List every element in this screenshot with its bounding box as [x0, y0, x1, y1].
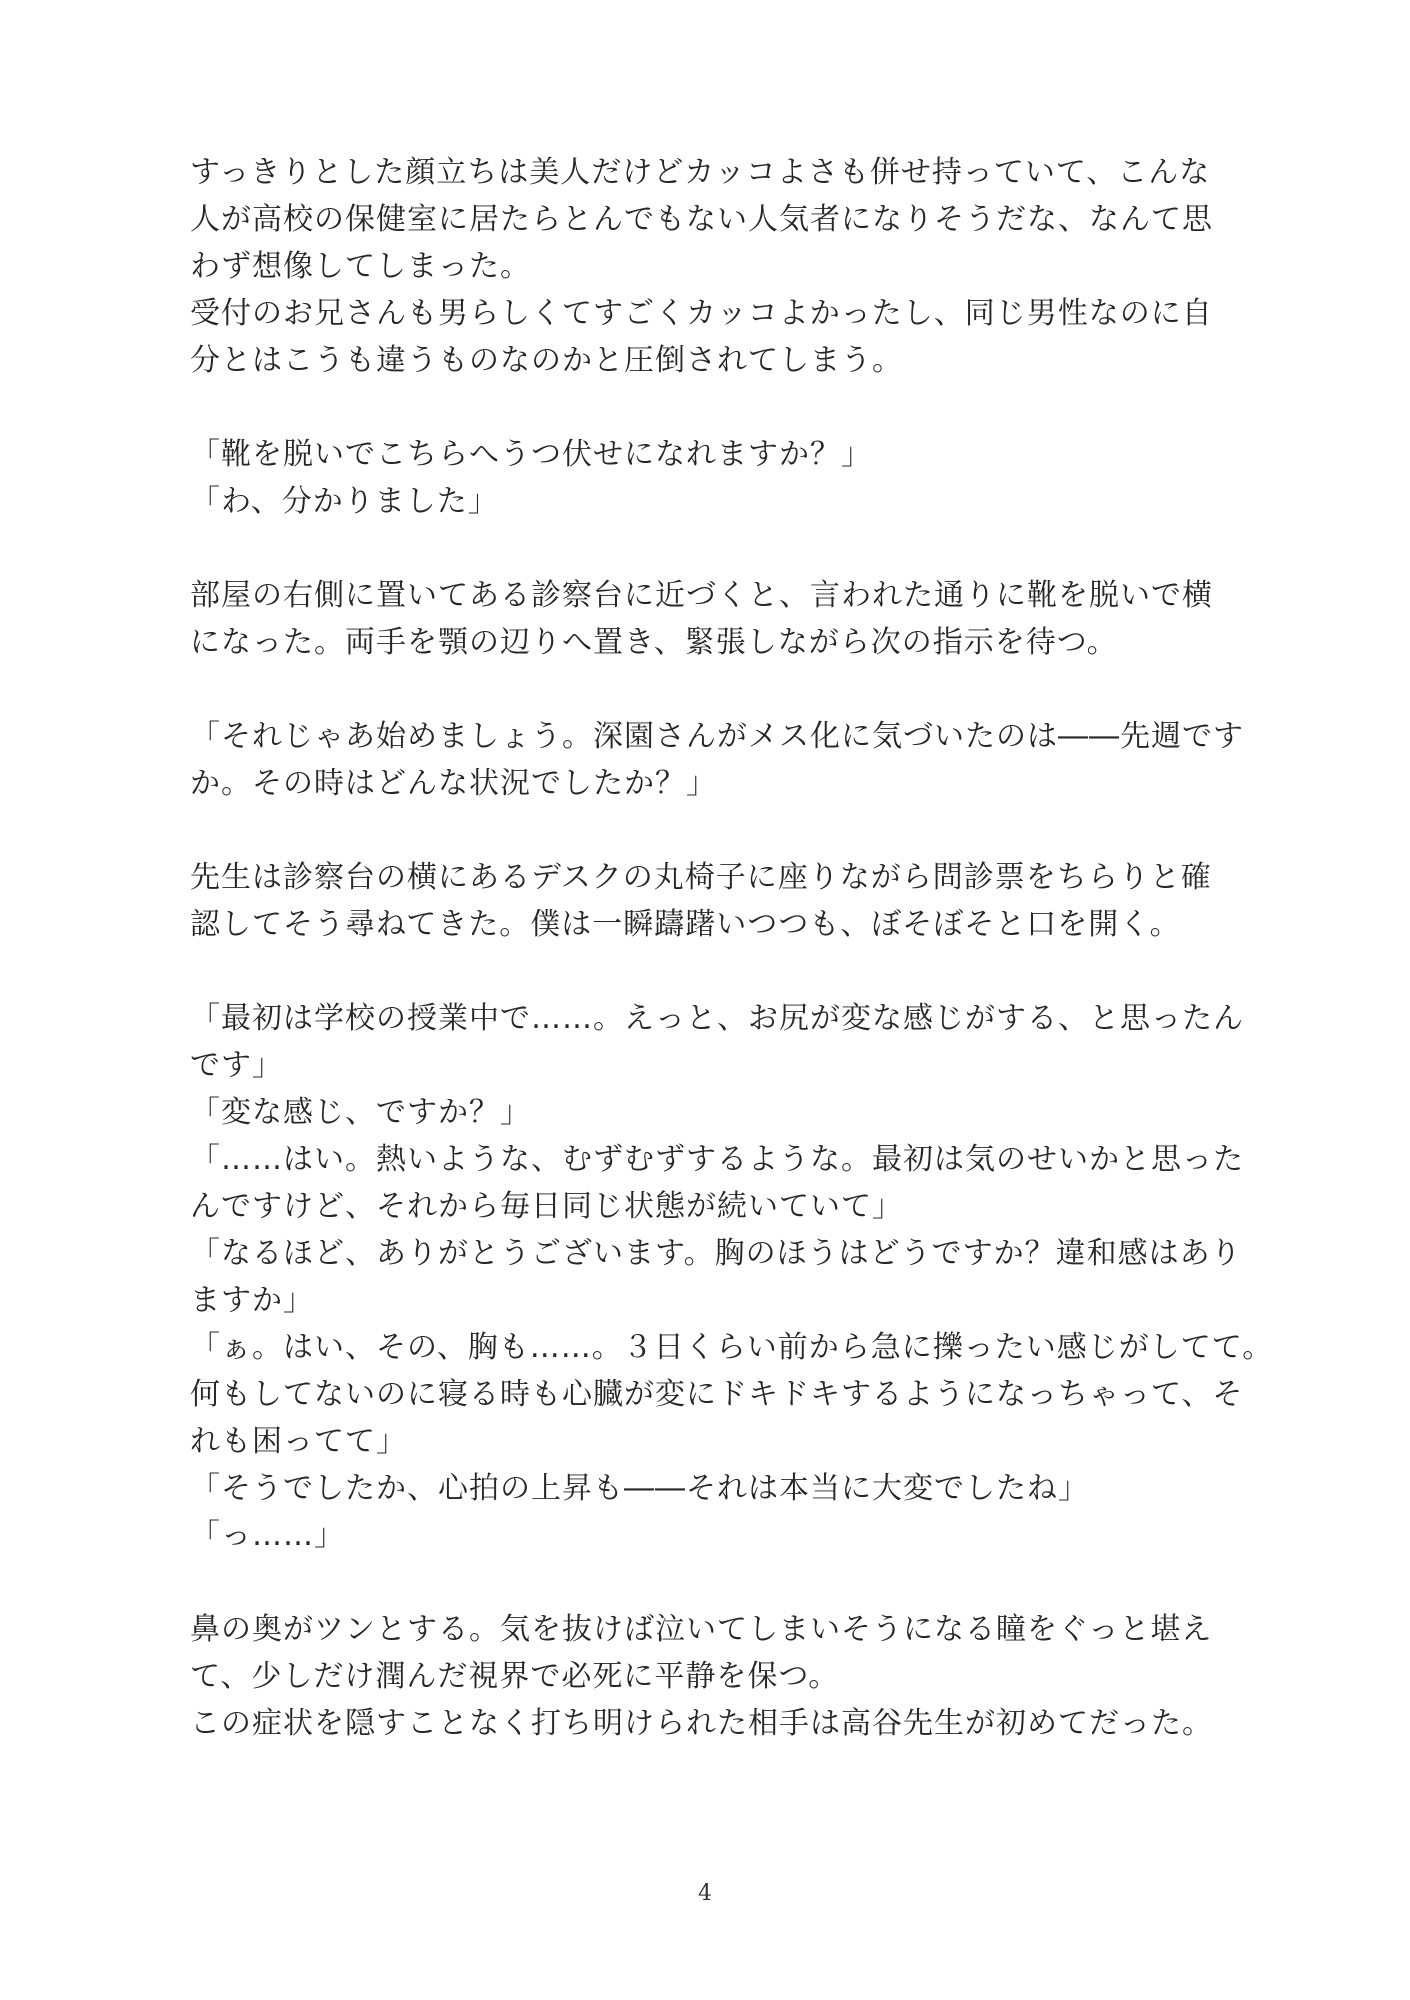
text-line: 「それじゃあ始めましょう。深園さんがメス化に気づいたのは――先週です: [190, 719, 1244, 754]
paragraph-gap: [190, 1559, 1230, 1606]
text-line: て、少しだけ潤んだ視界で必死に平静を保つ。: [190, 1659, 840, 1694]
text-line: 先生は診察台の横にあるデスクの丸椅子に座りながら問診票をちらりと確: [190, 860, 1212, 895]
paragraph: [190, 1606, 1230, 1747]
text-line: か。その時はどんな状況でしたか？」: [190, 766, 717, 801]
text-line: 「……はい。熱いような、むずむずするような。最初は気のせいかと思った: [190, 1142, 1244, 1177]
text-line: 人が高校の保健室に居たらとんでもない人気者になりそうだな、なんて思: [190, 202, 1213, 237]
text-line: 「っ……」: [190, 1518, 345, 1553]
body-text: [190, 149, 1274, 1747]
text-line: 「そうでしたか、心拍の上昇も――それは本当に大変でしたね」: [190, 1471, 1089, 1506]
page-number: 4: [698, 1881, 712, 1906]
paragraph: [190, 713, 1244, 807]
text-line: 何もしてないのに寝る時も心臓が変にドキドキするようになっちゃって、そ: [190, 1377, 1244, 1412]
text-line: 「変な感じ、ですか？」: [190, 1095, 531, 1130]
text-line: 分とはこうも違うものなのかと圧倒されてしまう。: [190, 343, 903, 378]
text-line: わず想像してしまった。: [190, 249, 531, 284]
text-line: 「なるほど、ありがとうございます。胸のほうはどうですか？違和感はあり: [190, 1236, 1242, 1271]
paragraph-gap: [190, 525, 1230, 572]
text-line: んですけど、それから毎日同じ状態が続いていて」: [190, 1189, 903, 1224]
text-line: 部屋の右側に置いてある診察台に近づくと、言われた通りに靴を脱いで横: [190, 578, 1213, 613]
paragraph: [190, 572, 1230, 666]
text-line: になった。両手を顎の辺りへ置き、緊張しながら次の指示を待つ。: [190, 625, 1118, 660]
paragraph: [190, 854, 1230, 948]
paragraph: [190, 431, 1230, 525]
paragraph-gap: [190, 666, 1230, 713]
paragraph-gap: [190, 384, 1230, 431]
text-line: 受付のお兄さんも男らしくてすごくカッコよかったし、同じ男性なのに自: [190, 296, 1213, 331]
paragraph-gap: [190, 948, 1230, 995]
text-line: 「靴を脱いでこちらへうつ伏せになれますか？」: [190, 437, 872, 472]
text-line: 「ぁ。はい、その、胸も……。３日くらい前から急に擽ったい感じがしてて。: [190, 1330, 1274, 1365]
text-line: 認してそう尋ねてきた。僕は一瞬躊躇いつつも、ぼそぼそと口を開く。: [190, 907, 1181, 942]
text-line: です」: [190, 1048, 283, 1083]
text-line: ますか」: [190, 1283, 314, 1318]
text-line: れも困ってて」: [190, 1424, 407, 1459]
text-line: 鼻の奥がツンとする。気を抜けば泣いてしまいそうになる瞳をぐっと堪え: [190, 1612, 1213, 1647]
paragraph: [190, 149, 1230, 384]
text-line: この症状を隠すことなく打ち明けられた相手は高谷先生が初めてだった。: [190, 1706, 1213, 1741]
text-line: すっきりとした顔立ちは美人だけどカッコよさも併せ持っていて、こんな: [190, 155, 1211, 190]
paragraph-gap: [190, 807, 1230, 854]
text-line: 「最初は学校の授業中で……。えっと、お尻が変な感じがする、と思ったん: [190, 1001, 1244, 1036]
text-line: 「わ、分かりました」: [190, 484, 499, 519]
paragraph: [190, 995, 1274, 1559]
